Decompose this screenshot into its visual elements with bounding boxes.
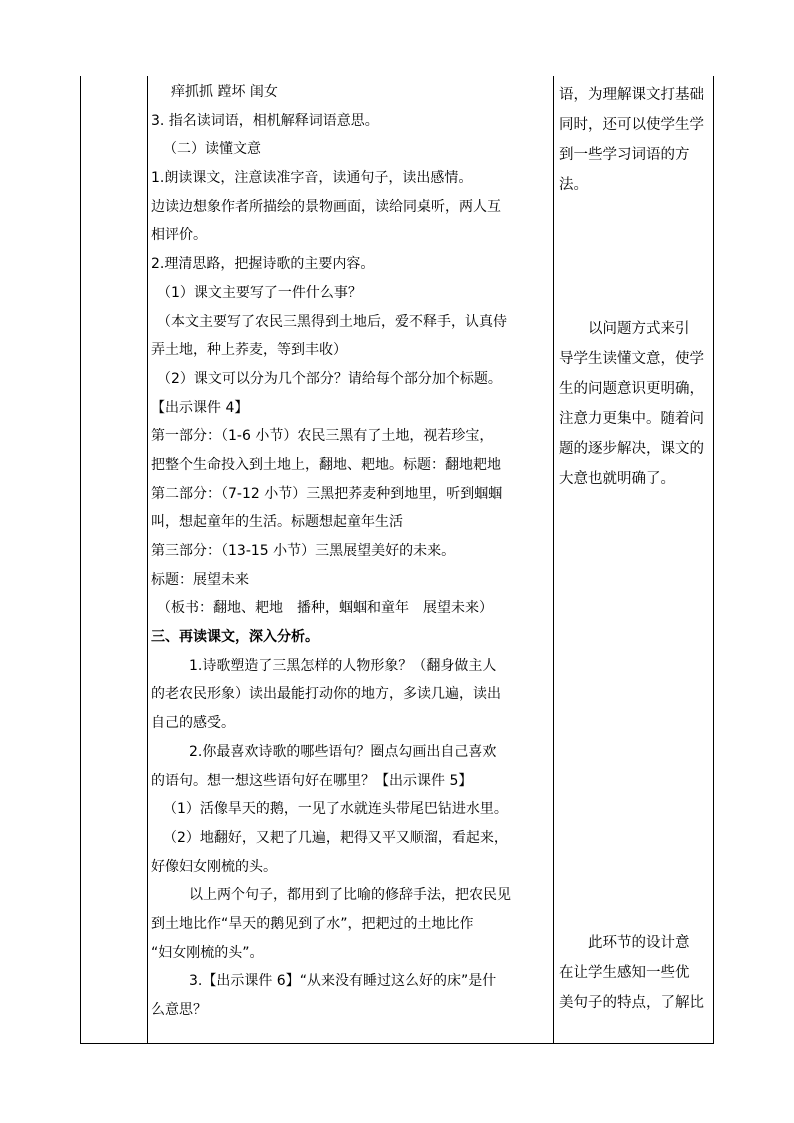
note-line: 此环节的设计意 bbox=[559, 935, 690, 951]
text-line: 标题：展望未来 bbox=[151, 571, 249, 588]
text-line: （1）活像旱天的鹅，一见了水就连头带尾巴钻进水里。 bbox=[163, 801, 508, 818]
text-line: 自己的感受。 bbox=[151, 715, 235, 732]
text-line: 第二部分：（7-12 小节）三黑把荞麦种到地里，听到蝈蝈 bbox=[151, 485, 503, 502]
design-note-reading bbox=[559, 314, 715, 494]
text-line: 1.诗歌塑造了三黑怎样的人物形象？（翻身做主人 bbox=[189, 657, 497, 674]
note-line: 到一些学习词语的方 bbox=[559, 147, 690, 163]
note-line: 在让学生感知一些优 bbox=[559, 965, 690, 981]
text-line: 到土地比作“旱天的鹅见到了水”，把耙过的土地比作 bbox=[151, 915, 474, 932]
text-line: 好像妇女刚梳的头。 bbox=[151, 858, 277, 875]
text-line: 第一部分：（1-6 小节）农民三黑有了土地，视若珍宝， bbox=[151, 428, 494, 445]
note-line: 同时，还可以使学生学 bbox=[559, 117, 704, 133]
text-line: 3. 指名读词语，相机解释词语意思。 bbox=[151, 112, 379, 129]
note-line: 以问题方式来引 bbox=[559, 321, 690, 337]
text-line: （二）读懂文意 bbox=[163, 141, 261, 158]
text-line: 三、再读课文，深入分析。 bbox=[151, 629, 319, 646]
note-line: 题的逐步解决，课文的 bbox=[559, 441, 704, 457]
text-line: 弄土地，种上荞麦，等到丰收） bbox=[151, 342, 347, 359]
text-line: 叫，想起童年的生活。标题想起童年生活 bbox=[151, 514, 403, 531]
text-line: （1）课文主要写了一件什么事？ bbox=[157, 284, 362, 301]
note-line: 导学生读懂文意，使学 bbox=[559, 351, 704, 367]
note-line: 美句子的特点，了解比 bbox=[559, 995, 704, 1011]
note-line: 语，为理解课文打基础 bbox=[559, 87, 704, 103]
note-line: 生的问题意识更明确， bbox=[559, 381, 704, 397]
text-line: （本文主要写了农民三黑得到土地后，爱不释手，认真侍 bbox=[157, 313, 507, 330]
column-divider-left bbox=[147, 76, 148, 1043]
lesson-plan-table bbox=[80, 76, 714, 1044]
text-line: 以上两个句子，都用到了比喻的修辞手法，把农民见 bbox=[189, 887, 511, 904]
design-note-vocabulary bbox=[559, 80, 715, 200]
note-line: 大意也就明确了。 bbox=[559, 471, 675, 487]
text-line: 么意思？ bbox=[151, 1002, 207, 1018]
text-line: 的语句。想一想这些语句好在哪里？【出示课件 5】 bbox=[151, 772, 473, 789]
text-line: 第三部分：（13-15 小节）三黑展望美好的未来。 bbox=[151, 543, 456, 559]
text-line: （板书：翻地、耙地 播种，蝈蝈和童年 展望未来） bbox=[157, 600, 493, 617]
text-line: 痒抓抓 蹚坏 闺女 bbox=[171, 84, 278, 100]
text-line: 2.你最喜欢诗歌的哪些语句？圈点勾画出自己喜欢 bbox=[189, 743, 497, 760]
text-line: 相评价。 bbox=[151, 227, 207, 244]
text-line: “妇女刚梳的头”。 bbox=[151, 944, 264, 961]
text-line: 2.理清思路，把握诗歌的主要内容。 bbox=[151, 256, 375, 273]
teaching-process-column bbox=[151, 78, 559, 1025]
text-line: 3.【出示课件 6】“从来没有睡过这么好的床”是什 bbox=[189, 973, 497, 990]
text-line: 1.朗读课文，注意读准字音，读通句子，读出感情。 bbox=[151, 170, 473, 187]
design-note-sentences bbox=[559, 928, 715, 1018]
text-line: 的老农民形象）读出最能打动你的地方，多读几遍，读出 bbox=[151, 686, 501, 703]
text-line: （2）课文可以分为几个部分？请给每个部分加个标题。 bbox=[157, 370, 502, 387]
text-line: （2）地翻好，又耙了几遍，耙得又平又顺溜，看起来， bbox=[163, 829, 508, 846]
text-line: 边读边想象作者所描绘的景物画面，读给同桌听，两人互 bbox=[151, 198, 501, 215]
note-line: 注意力更集中。随着问 bbox=[559, 411, 704, 427]
note-line: 法。 bbox=[559, 177, 588, 193]
text-line: 把整个生命投入到土地上，翻地、耙地。标题：翻地耙地 bbox=[151, 456, 501, 473]
text-line: 【出示课件 4】 bbox=[151, 399, 249, 416]
